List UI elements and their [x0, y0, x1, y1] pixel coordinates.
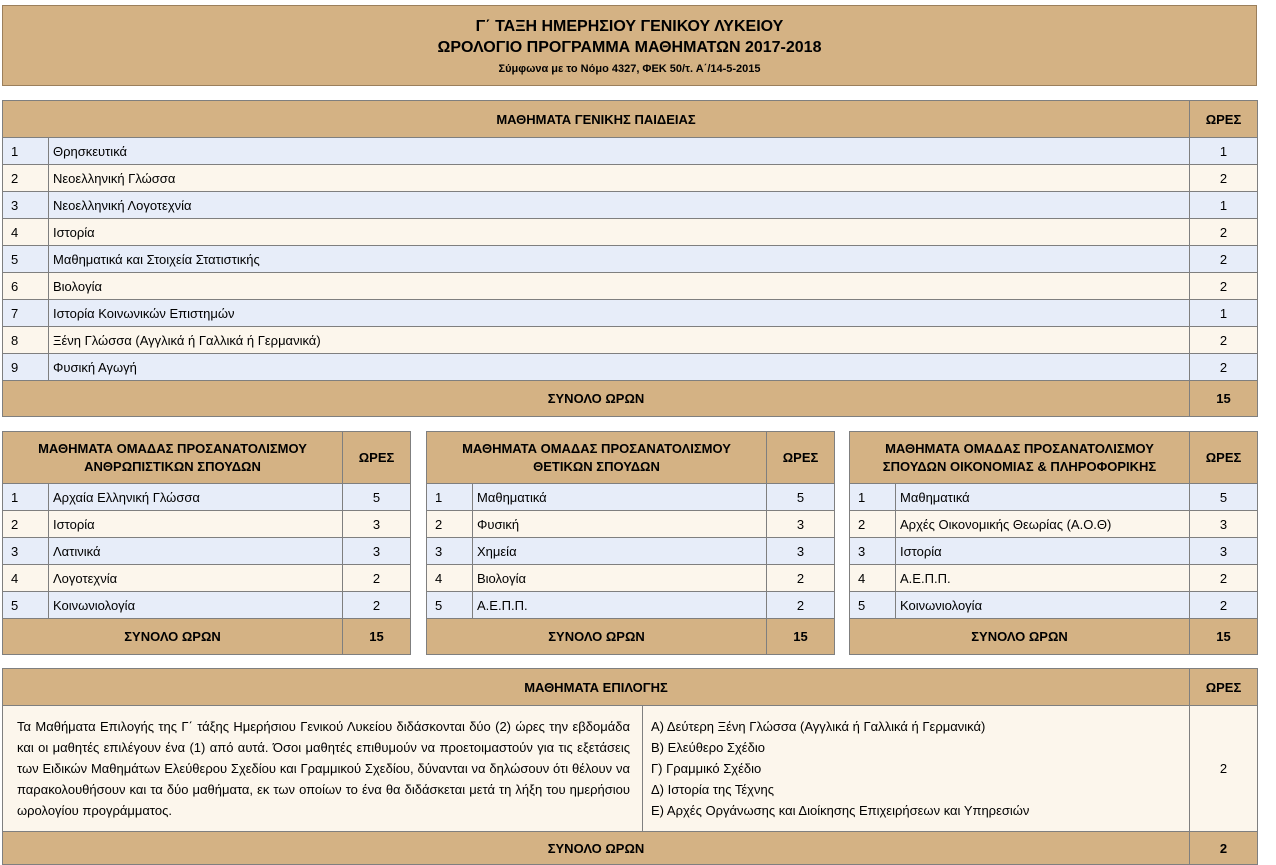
course-hours: 1	[1190, 138, 1258, 165]
elective-courses-table	[2, 668, 1258, 865]
course-name: Ιστορία	[49, 511, 343, 538]
row-number: 6	[3, 273, 49, 300]
economics-total-label: ΣΥΝΟΛΟ ΩΡΩΝ	[850, 619, 1190, 655]
course-name: Α.Ε.Π.Π.	[896, 565, 1190, 592]
economics-title-line2: ΣΠΟΥΔΩΝ ΟΙΚΟΝΟΜΙΑΣ & ΠΛΗΡΟΦΟΡΙΚΗΣ	[882, 458, 1157, 474]
row-number: 1	[427, 484, 473, 511]
economics-total-value: 15	[1190, 619, 1258, 655]
course-name: Αρχαία Ελληνική Γλώσσα	[49, 484, 343, 511]
table-row	[3, 300, 1258, 327]
row-number: 3	[850, 538, 896, 565]
table-row	[3, 538, 411, 565]
course-hours: 2	[1190, 354, 1258, 381]
economics-title-line1: ΜΑΘΗΜΑΤΑ ΟΜΑΔΑΣ ΠΡΟΣΑΝΑΤΟΛΙΣΜΟΥ	[885, 440, 1154, 456]
humanities-total-label: ΣΥΝΟΛΟ ΩΡΩΝ	[3, 619, 343, 655]
table-row	[3, 273, 1258, 300]
course-hours: 5	[1190, 484, 1258, 511]
general-table-body	[3, 138, 1258, 381]
row-number: 5	[3, 592, 49, 619]
table-row	[3, 565, 411, 592]
table-row	[3, 484, 411, 511]
course-name: Φυσική	[473, 511, 767, 538]
elective-option: Α) Δεύτερη Ξένη Γλώσσα (Αγγλικά ή Γαλλικά ή Γερμανικά)	[651, 719, 986, 734]
course-name: Μαθηματικά	[896, 484, 1190, 511]
row-number: 5	[427, 592, 473, 619]
humanities-orientation-table	[2, 431, 411, 655]
course-name: Μαθηματικά και Στοιχεία Στατιστικής	[49, 246, 1190, 273]
course-name: Λατινικά	[49, 538, 343, 565]
table-row	[3, 327, 1258, 354]
table-row	[3, 192, 1258, 219]
table-row	[3, 246, 1258, 273]
course-hours: 2	[1190, 246, 1258, 273]
course-name: Θρησκευτικά	[49, 138, 1190, 165]
table-row	[427, 538, 835, 565]
course-hours: 2	[343, 592, 411, 619]
elective-table-title: ΜΑΘΗΜΑΤΑ ΕΠΙΛΟΓΗΣ	[3, 669, 1190, 706]
course-hours: 5	[343, 484, 411, 511]
row-number: 2	[850, 511, 896, 538]
sciences-total-label: ΣΥΝΟΛΟ ΩΡΩΝ	[427, 619, 767, 655]
header-schedule-title: ΩΡΟΛΟΓΙΟ ΠΡΟΓΡΑΜΜΑ ΜΑΘΗΜΑΤΩΝ 2017-2018	[437, 39, 822, 56]
course-name: Ιστορία	[896, 538, 1190, 565]
course-name: Ιστορία Κοινωνικών Επιστημών	[49, 300, 1190, 327]
row-number: 3	[3, 192, 49, 219]
economics-hours-header: ΩΡΕΣ	[1190, 432, 1258, 484]
table-row	[850, 511, 1258, 538]
row-number: 4	[850, 565, 896, 592]
course-hours: 5	[767, 484, 835, 511]
elective-description: Τα Μαθήματα Επιλογής της Γ΄ τάξης Ημερήσιου Γενικού Λυκείου διδάσκονται δύο (2) ώρες την εβδομάδα και οι μαθητές επιλέγουν ένα (1) από αυτά. Όσοι μαθητές επιθυμούν να προετοιμαστούν για τις εξετάσεις των Ειδικών Μαθημάτων Ελεύθερου Σχεδίου και Γραμμικού Σχεδίου, δύνανται να δηλώσουν ότι θέλουν να παρακολουθήσουν και τα δύο μαθήματα, εκ των οποίων το ένα θα διδάσκεται μετά τη λήξη του ημερήσιου ωρολογίου προγράμματος.	[3, 706, 643, 832]
course-hours: 2	[767, 565, 835, 592]
elective-option: Γ) Γραμμικό Σχέδιο	[651, 761, 762, 776]
course-hours: 2	[1190, 327, 1258, 354]
table-row	[850, 538, 1258, 565]
course-name: Μαθηματικά	[473, 484, 767, 511]
general-table-title: ΜΑΘΗΜΑΤΑ ΓΕΝΙΚΗΣ ΠΑΙΔΕΙΑΣ	[3, 101, 1190, 138]
elective-hours-header: ΩΡΕΣ	[1190, 669, 1258, 706]
elective-hours-value: 2	[1190, 706, 1258, 832]
course-hours: 2	[1190, 592, 1258, 619]
course-hours: 2	[1190, 565, 1258, 592]
humanities-table-body	[3, 484, 411, 619]
row-number: 5	[3, 246, 49, 273]
sciences-orientation-table	[426, 431, 835, 655]
row-number: 1	[850, 484, 896, 511]
course-name: Νεοελληνική Γλώσσα	[49, 165, 1190, 192]
elective-options-list	[643, 706, 1190, 832]
humanities-total-value: 15	[343, 619, 411, 655]
row-number: 8	[3, 327, 49, 354]
elective-option: Δ) Ιστορία της Τέχνης	[651, 782, 774, 797]
elective-total-value: 2	[1190, 832, 1258, 865]
table-row	[427, 565, 835, 592]
sciences-hours-header: ΩΡΕΣ	[767, 432, 835, 484]
sciences-total-value: 15	[767, 619, 835, 655]
course-hours: 2	[1190, 273, 1258, 300]
elective-option: Ε) Αρχές Οργάνωσης και Διοίκησης Επιχειρήσεων και Υπηρεσιών	[651, 803, 1030, 818]
table-row	[3, 354, 1258, 381]
general-total-value: 15	[1190, 381, 1258, 417]
general-education-table	[2, 100, 1258, 417]
row-number: 3	[3, 538, 49, 565]
course-hours: 2	[767, 592, 835, 619]
course-hours: 3	[767, 538, 835, 565]
course-name: Βιολογία	[473, 565, 767, 592]
row-number: 1	[3, 484, 49, 511]
course-name: Ιστορία	[49, 219, 1190, 246]
table-row	[427, 484, 835, 511]
humanities-title-line1: ΜΑΘΗΜΑΤΑ ΟΜΑΔΑΣ ΠΡΟΣΑΝΑΤΟΛΙΣΜΟΥ	[38, 440, 307, 456]
row-number: 9	[3, 354, 49, 381]
row-number: 2	[3, 165, 49, 192]
row-number: 2	[427, 511, 473, 538]
economics-orientation-table	[849, 431, 1258, 655]
row-number: 1	[3, 138, 49, 165]
elective-option: Β) Ελεύθερο Σχέδιο	[651, 740, 765, 755]
course-hours: 2	[1190, 219, 1258, 246]
table-row	[3, 219, 1258, 246]
header-class-title: Γ΄ ΤΑΞΗ ΗΜΕΡΗΣΙΟΥ ΓΕΝΙΚΟΥ ΛΥΚΕΙΟΥ	[475, 18, 784, 35]
row-number: 7	[3, 300, 49, 327]
humanities-table-title	[3, 432, 343, 484]
row-number: 4	[427, 565, 473, 592]
humanities-title-line2: ΑΝΘΡΩΠΙΣΤΙΚΩΝ ΣΠΟΥΔΩΝ	[84, 458, 261, 474]
course-name: Κοινωνιολογία	[49, 592, 343, 619]
table-row	[3, 165, 1258, 192]
table-row	[850, 565, 1258, 592]
course-hours: 3	[343, 511, 411, 538]
table-row	[3, 138, 1258, 165]
course-name: Νεοελληνική Λογοτεχνία	[49, 192, 1190, 219]
course-hours: 1	[1190, 192, 1258, 219]
row-number: 2	[3, 511, 49, 538]
sciences-title-line1: ΜΑΘΗΜΑΤΑ ΟΜΑΔΑΣ ΠΡΟΣΑΝΑΤΟΛΙΣΜΟΥ	[462, 440, 731, 456]
table-row	[850, 484, 1258, 511]
row-number: 5	[850, 592, 896, 619]
row-number: 4	[3, 219, 49, 246]
table-row	[3, 511, 411, 538]
course-hours: 3	[767, 511, 835, 538]
course-hours: 2	[1190, 165, 1258, 192]
general-hours-header: ΩΡΕΣ	[1190, 101, 1258, 138]
table-row	[3, 592, 411, 619]
course-name: Λογοτεχνία	[49, 565, 343, 592]
course-hours: 3	[343, 538, 411, 565]
sciences-table-title	[427, 432, 767, 484]
header-law-reference: Σύμφωνα με το Νόμο 4327, ΦΕΚ 50/τ. Α΄/14-5-2015	[498, 63, 761, 75]
sciences-title-line2: ΘΕΤΙΚΩΝ ΣΠΟΥΔΩΝ	[533, 458, 660, 474]
general-total-label: ΣΥΝΟΛΟ ΩΡΩΝ	[3, 381, 1190, 417]
economics-table-title	[850, 432, 1190, 484]
elective-total-label: ΣΥΝΟΛΟ ΩΡΩΝ	[3, 832, 1190, 865]
economics-table-body	[850, 484, 1258, 619]
course-hours: 3	[1190, 538, 1258, 565]
course-name: Κοινωνιολογία	[896, 592, 1190, 619]
row-number: 4	[3, 565, 49, 592]
course-hours: 1	[1190, 300, 1258, 327]
table-row	[427, 511, 835, 538]
page-header	[2, 5, 1257, 86]
humanities-hours-header: ΩΡΕΣ	[343, 432, 411, 484]
course-name: Αρχές Οικονομικής Θεωρίας (Α.Ο.Θ)	[896, 511, 1190, 538]
course-name: Βιολογία	[49, 273, 1190, 300]
row-number: 3	[427, 538, 473, 565]
table-row	[427, 592, 835, 619]
course-hours: 3	[1190, 511, 1258, 538]
course-name: Ξένη Γλώσσα (Αγγλικά ή Γαλλικά ή Γερμανικά)	[49, 327, 1190, 354]
course-hours: 2	[343, 565, 411, 592]
table-row	[850, 592, 1258, 619]
course-name: Φυσική Αγωγή	[49, 354, 1190, 381]
course-name: Χημεία	[473, 538, 767, 565]
course-name: Α.Ε.Π.Π.	[473, 592, 767, 619]
sciences-table-body	[427, 484, 835, 619]
